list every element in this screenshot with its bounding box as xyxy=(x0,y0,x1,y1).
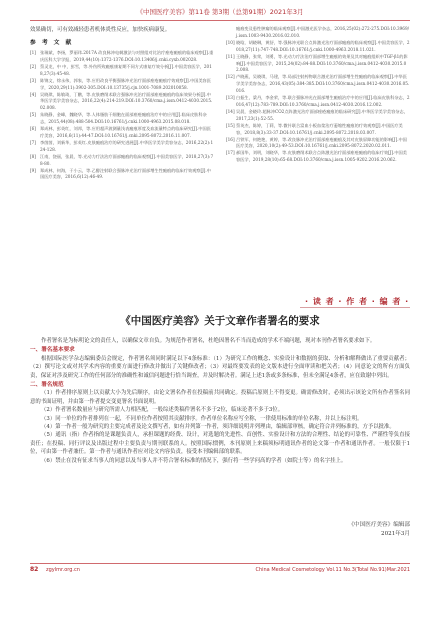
reference-number: [5] xyxy=(30,112,36,118)
reference-number: [12] xyxy=(226,74,235,80)
reference-text: 瘢痕变及患性肿瘤的临床观察[J].中国激光医学杂志，2016,25(02):272-275.DOI:10.3969/j.issn.1003-9430.2016.02.010. xyxy=(236,26,410,38)
reference-item xyxy=(226,74,410,95)
header-divider xyxy=(30,20,410,21)
reference-text: 蔡灵龙，中 中，彭雪，等.外伤所致瘢痕康复期不同方式康复疗效分析[J].中国美容医学，2018,27(3):45-48. xyxy=(40,63,212,76)
reference-item xyxy=(30,140,214,154)
reference-item xyxy=(30,50,214,64)
journal-header: 《中国医疗美容》第11卷 第3期（总第91期）2021年3月 xyxy=(136,8,304,16)
paragraph: （1）作者排序原则上以贡献大小为先后顺序，由论文署名作者在投稿前共同确定。投稿后原则上不得变更。确需修改时，必须出示该论文所有作者签名同意的书面证明，并由第一作者提交变更署名书面说明。 xyxy=(30,390,410,405)
references-section xyxy=(30,26,410,278)
reference-number: [4] xyxy=(30,91,36,97)
reference-number: [16] xyxy=(226,136,235,142)
reference-text: 晓晗，胡晓琳，黄舒，等.强脉冲光联合点阵激光治疗面部瘢痕的临床观察[J].中国美容医学，2018,27(11):747-748.DOI:10.16761/j.cnki.1000-4963.2018.11.021. xyxy=(236,39,410,52)
footer-divider xyxy=(30,563,410,564)
column-label-underline xyxy=(300,307,410,308)
reference-number: [8] xyxy=(30,153,36,159)
signature-block xyxy=(300,521,410,539)
previous-article-conclusion: 效果确切，可有效减轻患者机体炎性反应，加快疾病康复。 xyxy=(30,27,171,33)
reference-item xyxy=(30,154,214,168)
reference-text: 王晓静，张荣，刘勇，等.光动力疗法治疗面部增生瘢痕的效果及其对瘢痕组织中TGF-β1的影响[J].中国美容医学，2015,24(02):84-88.DOI:10.3760/cma.j.issn.0412-4030.2015.02.008. xyxy=(236,53,408,73)
paragraph: （6）禁止在没有征求当事人的同意以及当事人并不符合署名标准的情况下，强行将一些学问高的学者（如院士等）的名字挂上。 xyxy=(41,457,347,464)
reference-text: 郑成林，何海，于小云，等.乙醇注射联合强脉冲光治疗面部增生性瘢痕的临床疗效观察[J].中国医疗美容，2016,6(12):46-49. xyxy=(40,167,211,180)
reference-number: [6] xyxy=(30,126,36,132)
journal-citation: China Medical Cosmetology Vol.11 No.3(Total No.91)Mar.2021 xyxy=(255,566,410,573)
reference-text: 江南，饶丽，张晨，等.光动力疗法治疗面部瘢痕的临床观察[J].中国美容医学，2018,27(3):78-80. xyxy=(40,153,214,166)
reference-number: [1] xyxy=(30,50,36,56)
reference-text: 陈锦文，徐永伟，郭家，等.应用改良平衡强脉冲光治疗面部痤疮瘢痕疗效观察[J].中国美容医学，2020,29(11):3902-305.DOI:10.13735/j.cjn.1001-7089.202010058. xyxy=(40,77,211,90)
section-heading-basic: 一、署名基本要求 xyxy=(30,347,75,354)
reference-item xyxy=(226,150,410,164)
article-title: 《中国医疗美容》关于文章作者署名的要求 xyxy=(120,315,320,327)
reference-number: [2] xyxy=(30,63,36,69)
section-heading-norms: 二、署名规范 xyxy=(30,382,64,389)
right-column xyxy=(226,26,410,164)
reference-item xyxy=(30,168,214,182)
paragraph: （4）第一作者一般为研究的主要完成者及论文撰写者，如有并列第一作者，须详细说明并列理由，编辑部审核，确定符合并列标准的，方予以批准。 xyxy=(41,424,395,431)
reference-text: 郑成林，彭英红，刘邦，等.应用超声波测量浅表瘢痕厚度及血流量特点的临床研究[J].中国医疗美容，2016,6(11):44-47.DOI:10.16761/j.cnki.2095-8072.2016.11.007. xyxy=(40,126,211,138)
reference-number: [13] xyxy=(226,95,235,101)
reference-text: 卢晓燕，吴晓琪，马建，等.局部注射药物联合激光治疗面部增生性瘢痕的临床观察[J].中华医学美学美容杂志，2016,43(05):384-385.DOI:10.3760/cma.j.issn.0412-4030.2016.05.016. xyxy=(236,74,410,94)
journal-website: zgylmr.org.cn xyxy=(46,566,80,573)
reference-number: [11] xyxy=(226,53,235,59)
right-reference-list xyxy=(226,26,410,164)
paragraph: （5）通讯（指）作者指的是课题负责人，承担课题的经费、设计，对选题的先进性、首创性、实验设计和方法的合理性、结论的可靠性、严谨性等负直接责任；在投稿、同行评议及出版过程中主要负责与期刊联系的人。按照国际惯例，本刊原则上来稿须标明通讯作者的论文第一作者和通讯作者。一般仅限于1位，可由第一作者兼任。第一作者与通讯作者应对论文内容负责，接受本刊编辑部的联系。 xyxy=(30,432,410,456)
paragraph: （3）同一单位的作者排列在一起，不同单位作者按照其贡献排序。作者单位名称应写全称，一律使用标准的单位名称，并以上标注明。 xyxy=(41,415,363,422)
signature-date: 2021年3月 xyxy=(381,531,410,537)
reference-text: 吴晨，金晓玲.超脉冲CO2点阵激光治疗面部痤疮瘢痕的临床研究[J].中华医学美学美容杂志，2017,23(1):52-55. xyxy=(236,108,408,121)
reference-text: 蔡英杰，陈婷，丁莉，等.微针联合富血小板血浆治疗萎缩性瘢痕的疗效观察[J].中国医疗美容，2018,8(3):33-37.DOI:10.16761/j.cnki.2095-8072.2018.03.007. xyxy=(236,122,403,135)
reference-number: [10] xyxy=(226,39,235,45)
reference-text: 张瑞斌，李扬，罗丽玮.2017A 改良脉冲电刺激法与对照组对比治疗痤疮瘢痕的临床观察[J].重庆医科大学学报，2019,44(10):1372-1376.DOI:10.13406/j.cnki.cyxb.002028. xyxy=(40,50,214,63)
signature-org: 《中国医疗美容》编辑部 xyxy=(348,522,410,528)
references-heading: 参 考 文 献 xyxy=(30,40,74,47)
left-column xyxy=(30,26,214,181)
page-number: 82 xyxy=(30,566,39,573)
article-intro: 作者署名是为标明论文的责任人，以确保文章自负。为规范作者署名，杜绝因署名不当而造成的学术不端问题，现对本刊作者署名要求如下。 xyxy=(41,338,376,344)
reference-text: 白振生，梁丹，李金荣，等.联合强脉冲光在面部增生瘢痕治疗中的应用[J].临床皮肤科杂志，2016,47(12):783-789.DOI:10.3760/cma.j.issn.0412-4030.2016.12.002. xyxy=(236,95,410,107)
reference-item xyxy=(226,123,410,137)
paragraph: 根据国际医学杂志编辑委员会规定，作者署名须同时满足以下4条标准：（1）为研究工作的概念、实验设计和数据的获取、分析和解释做出了重要贡献者；（2）撰写论文或对其学术内容的重要方面进行修改并做出了关键修改者；（3）对最终要发表的论文版本进行全面审读和把关者；（4）同意论文的所有方面负责，保证对涉及研究工作的任何部分的准确性和诚信问题进行恰当调查，并及时解决者。满足上述1条或多条标准，但未全满足4条者，应在致谢中列出。 xyxy=(30,355,410,379)
reference-number xyxy=(226,26,236,40)
reference-item xyxy=(226,137,410,151)
reference-item xyxy=(30,78,214,92)
reference-item xyxy=(30,112,214,126)
reference-number: [9] xyxy=(30,167,36,173)
reference-item xyxy=(226,109,410,123)
reference-item xyxy=(226,95,410,109)
reference-text: 吴晓琪，陈敏琦，丁鹏，等.皮肤磨削术联合强脉冲光治疗面部痤疮瘢痕的临床效果分析[J].中华医学美学美容杂志，2016,22(4):214-219.DOI:10.3760/cma.j.issn.0412-4030.2015.02.008. xyxy=(40,91,213,111)
reference-item xyxy=(226,26,410,40)
paragraph: （2）作者署名数量应与研究所需人力相匹配，一般综述类稿件署名不多于2位，临床论著不多于3位。 xyxy=(41,407,284,414)
left-reference-list xyxy=(30,50,214,181)
reference-number: [15] xyxy=(226,122,235,128)
reference-number: [3] xyxy=(30,77,36,83)
reference-number: [7] xyxy=(30,139,36,145)
reference-text: 朱晓静，金峰，魏晓华，等.人体脂肪干细胞在面部痤疮瘢痕治疗中的应用[J].临床皮肤科杂志，2015,44(08):488-504.DOI:10.16761/j.cnki.1000-4963.2015.08.018. xyxy=(40,112,207,125)
reference-number: [14] xyxy=(226,108,235,114)
reference-item xyxy=(30,64,214,78)
reference-item xyxy=(226,54,410,75)
reference-text: 郝国华，刘明，刘晓华，等.皮肤磨削术联合点阵激光治疗面部痤疮瘢痕的临床疗效[J].中国美容医学，2019,28(10):65-68.DOI:10.3760/cma.j.issn.1005-9202.2016.20.062. xyxy=(236,150,407,163)
reference-item xyxy=(30,92,214,113)
article-body xyxy=(30,337,410,465)
reference-text: 吕铁军，何艳艳，黄婷，等.改良脉冲光治疗面部痤疮瘢痕及其对皮肤屏障功能的影响[J].中国医疗美容，2020,10(2):49-53.DOI:10.16761/j.cnki.2095-8072.2020.02.011. xyxy=(236,136,407,149)
reference-text: 李茵茵，刘新华，彭英红.皮肤瘢痕治疗的研究进展[J].中华医学美学美容杂志，2016,22(2):124-128. xyxy=(40,139,214,152)
column-label: · 读 者 · 作 者 · 编 者 · xyxy=(305,297,410,306)
reference-item xyxy=(226,40,410,54)
reference-item xyxy=(30,126,214,140)
reference-number: [17] xyxy=(226,150,235,156)
